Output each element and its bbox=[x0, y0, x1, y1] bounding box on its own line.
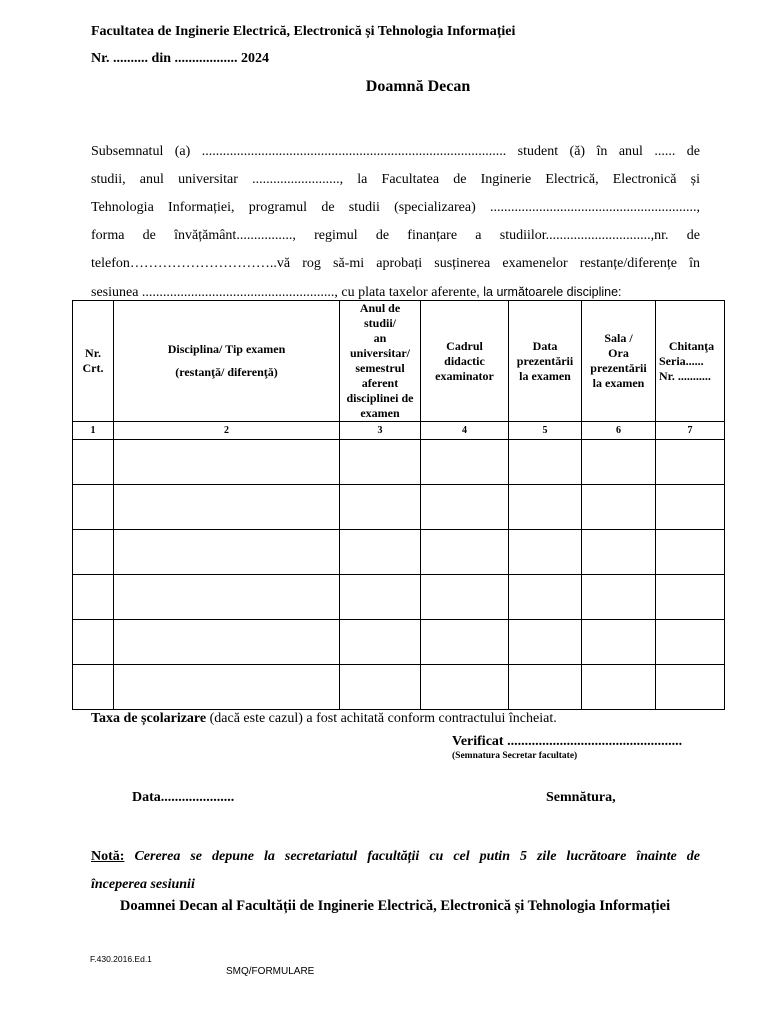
table-cell[interactable] bbox=[421, 620, 509, 665]
table-cell[interactable] bbox=[509, 440, 582, 485]
table-cell[interactable] bbox=[73, 620, 114, 665]
department-code: SMQ/FORMULARE bbox=[226, 966, 315, 977]
table-cell[interactable] bbox=[656, 530, 725, 575]
table-cell[interactable] bbox=[114, 620, 340, 665]
column-number-row bbox=[73, 422, 725, 440]
header-exam-date: Data prezentării la examen bbox=[509, 301, 582, 422]
table-cell[interactable] bbox=[114, 530, 340, 575]
table-cell[interactable] bbox=[421, 575, 509, 620]
table-cell[interactable] bbox=[421, 530, 509, 575]
table-header-row bbox=[73, 301, 725, 422]
paragraph-line-2: studii, anul universitar ........................., la Facultatea de Inginerie Electrică, Electronică și bbox=[91, 172, 700, 187]
table-cell[interactable] bbox=[421, 485, 509, 530]
table-cell[interactable] bbox=[656, 575, 725, 620]
tax-label: Taxa de școlarizare bbox=[91, 711, 207, 726]
header-study-year: Anul de studii/ an universitar/ semestrul aferent disciplinei de examen bbox=[340, 301, 421, 422]
table-cell[interactable] bbox=[340, 665, 421, 710]
table-cell[interactable] bbox=[509, 575, 582, 620]
table-row bbox=[73, 485, 725, 530]
request-paragraph bbox=[91, 138, 700, 306]
paragraph-line-6-a: sesiunea ......................................................., cu plata taxelor aferente bbox=[91, 285, 477, 300]
table-cell[interactable] bbox=[114, 665, 340, 710]
verified-label: Verificat .................................................. bbox=[452, 734, 683, 749]
table-cell[interactable] bbox=[656, 485, 725, 530]
table-row bbox=[73, 665, 725, 710]
table-cell[interactable] bbox=[509, 665, 582, 710]
column-number: 1 bbox=[73, 422, 114, 440]
header-receipt: Chitanţa Seria...... Nr. ........... bbox=[656, 301, 725, 422]
table-cell[interactable] bbox=[340, 575, 421, 620]
table-cell[interactable] bbox=[73, 485, 114, 530]
table-cell[interactable] bbox=[73, 530, 114, 575]
paragraph-line-5: telefon…………………………..vă rog să-mi aprobați susținerea examenelor restanțe/diferențe în bbox=[91, 256, 700, 271]
table-cell[interactable] bbox=[421, 665, 509, 710]
date-label: Data..................... bbox=[132, 790, 235, 805]
table-cell[interactable] bbox=[73, 665, 114, 710]
table-cell[interactable] bbox=[114, 575, 340, 620]
paragraph-line-1: Subsemnatul (a) ....................................................................................... student (ă) în anul ...... de bbox=[91, 144, 700, 159]
table-cell[interactable] bbox=[340, 440, 421, 485]
verified-note: (Semnatura Secretar facultate) bbox=[452, 751, 578, 761]
table-row bbox=[73, 440, 725, 485]
column-number: 4 bbox=[421, 422, 509, 440]
table-cell[interactable] bbox=[582, 530, 656, 575]
header-discipline: Disciplina/ Tip examen (restanţă/ diferenţă) bbox=[114, 301, 340, 422]
note-text: Cererea se depune la secretariatul facultății cu cel putin 5 zile lucrătoare înainte de bbox=[124, 849, 700, 864]
header-examiner: Cadrul didactic examinator bbox=[421, 301, 509, 422]
table-cell[interactable] bbox=[114, 485, 340, 530]
table-cell[interactable] bbox=[509, 620, 582, 665]
addressee: Doamnei Decan al Facultății de Inginerie Electrică, Electronică și Tehnologia Informației bbox=[119, 898, 671, 914]
note-block bbox=[91, 843, 700, 899]
note-label: Notă: bbox=[91, 849, 125, 864]
table-row bbox=[73, 620, 725, 665]
column-number: 2 bbox=[114, 422, 340, 440]
table-cell[interactable] bbox=[582, 440, 656, 485]
table-cell[interactable] bbox=[340, 530, 421, 575]
paragraph-line-4: forma de învățământ................, regimul de finanțare a studiilor..............................,nr. de bbox=[91, 228, 700, 243]
table-cell[interactable] bbox=[73, 440, 114, 485]
table-cell[interactable] bbox=[656, 620, 725, 665]
table-cell[interactable] bbox=[73, 575, 114, 620]
header-nr-crt: Nr. Crt. bbox=[73, 301, 114, 422]
table-cell[interactable] bbox=[340, 485, 421, 530]
tax-statement bbox=[91, 711, 557, 727]
table-cell[interactable] bbox=[582, 485, 656, 530]
faculty-header: Facultatea de Inginerie Electrică, Electronică și Tehnologia Informației bbox=[91, 24, 516, 39]
table-cell[interactable] bbox=[582, 575, 656, 620]
table-cell[interactable] bbox=[421, 440, 509, 485]
column-number: 6 bbox=[582, 422, 656, 440]
signature-label: Semnătura, bbox=[546, 790, 616, 805]
header-room-time: Sala / Ora prezentării la examen bbox=[582, 301, 656, 422]
disciplines-table bbox=[72, 300, 725, 710]
table-row bbox=[73, 530, 725, 575]
table-cell[interactable] bbox=[582, 620, 656, 665]
paragraph-line-6-b: , la următoarele discipline: bbox=[476, 285, 622, 299]
table-cell[interactable] bbox=[509, 530, 582, 575]
registration-number: Nr. .......... din .................. 2024 bbox=[91, 51, 270, 66]
table-cell[interactable] bbox=[656, 440, 725, 485]
column-number: 7 bbox=[656, 422, 725, 440]
note-line-1 bbox=[91, 843, 700, 871]
paragraph-line-3: Tehnologia Informației, programul de studii (specializarea) ..........................................................., bbox=[91, 200, 700, 215]
column-number: 5 bbox=[509, 422, 582, 440]
table-cell[interactable] bbox=[509, 485, 582, 530]
form-code: F.430.2016.Ed.1 bbox=[90, 954, 152, 964]
table-cell[interactable] bbox=[582, 665, 656, 710]
table-cell[interactable] bbox=[656, 665, 725, 710]
table-row bbox=[73, 575, 725, 620]
page-title: Doamnă Decan bbox=[365, 78, 471, 95]
note-line-2: începerea sesiunii bbox=[91, 877, 195, 892]
column-number: 3 bbox=[340, 422, 421, 440]
table-cell[interactable] bbox=[340, 620, 421, 665]
table-cell[interactable] bbox=[114, 440, 340, 485]
tax-text: (dacă este cazul) a fost achitată conform contractului încheiat. bbox=[206, 711, 557, 726]
